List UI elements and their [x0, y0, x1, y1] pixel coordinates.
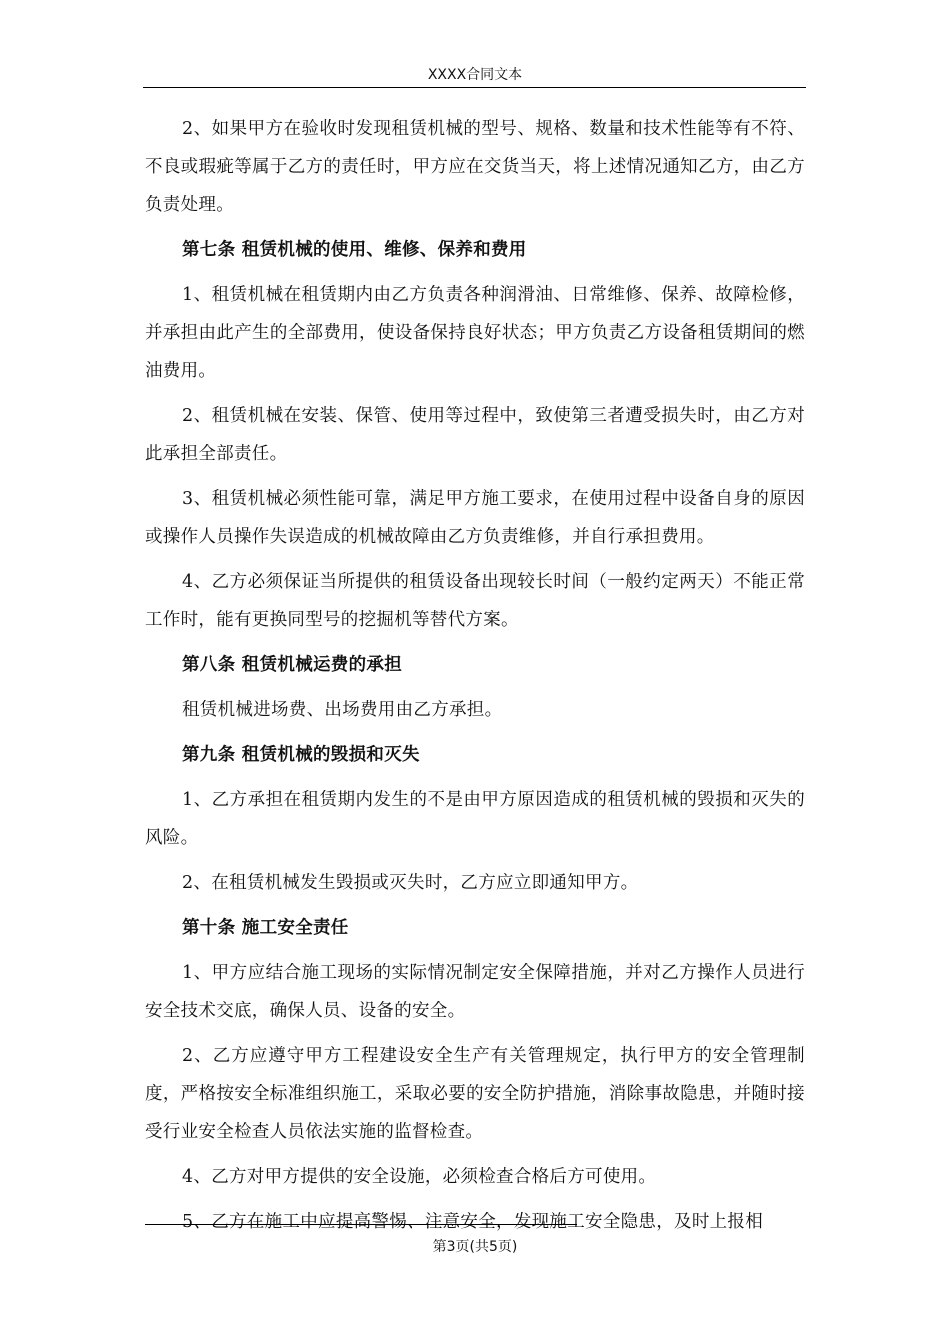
clause-paragraph: 1、乙方承担在租赁期内发生的不是由甲方原因造成的租赁机械的毁损和灭失的风险。	[145, 790, 805, 848]
footer-divider	[145, 1224, 577, 1225]
document-body	[145, 110, 805, 1248]
clause-paragraph: 1、甲方应结合施工现场的实际情况制定安全保障措施，并对乙方操作人员进行安全技术交底，确保人员、设备的安全。	[145, 963, 805, 1021]
clause-paragraph: 2、如果甲方在验收时发现租赁机械的型号、规格、数量和技术性能等有不符、不良或瑕疵等属于乙方的责任时，甲方应在交货当天，将上述情况通知乙方，由乙方负责处理。	[145, 119, 805, 215]
header-divider	[143, 87, 806, 88]
article-heading: 第十条 施工安全责任	[182, 918, 349, 938]
clause-paragraph: 2、在租赁机械发生毁损或灭失时，乙方应立即通知甲方。	[182, 873, 639, 893]
clause-paragraph: 5、乙方在施工中应提高警惕、注意安全，发现施工安全隐患，及时上报相	[182, 1212, 764, 1232]
clause-paragraph: 2、乙方应遵守甲方工程建设安全生产有关管理规定，执行甲方的安全管理制度，严格按安全标准组织施工，采取必要的安全防护措施，消除事故隐患，并随时接受行业安全检查人员依法实施的监督检查。	[145, 1046, 805, 1142]
clause-paragraph: 3、租赁机械必须性能可靠，满足甲方施工要求，在使用过程中设备自身的原因或操作人员操作失误造成的机械故障由乙方负责维修，并自行承担费用。	[145, 489, 805, 547]
clause-paragraph: 租赁机械进场费、出场费用由乙方承担。	[182, 700, 503, 720]
article-heading: 第八条 租赁机械运费的承担	[182, 655, 402, 675]
article-heading: 第九条 租赁机械的毁损和灭失	[182, 745, 420, 765]
clause-paragraph: 2、租赁机械在安装、保管、使用等过程中，致使第三者遭受损失时，由乙方对此承担全部责任。	[145, 406, 805, 464]
clause-paragraph: 4、乙方必须保证当所提供的租赁设备出现较长时间（一般约定两天）不能正常工作时，能有更换同型号的挖掘机等替代方案。	[145, 572, 805, 630]
clause-paragraph: 4、乙方对甲方提供的安全设施，必须检查合格后方可使用。	[182, 1167, 657, 1187]
clause-paragraph: 1、租赁机械在租赁期内由乙方负责各种润滑油、日常维修、保养、故障检修，并承担由此产生的全部费用，使设备保持良好状态；甲方负责乙方设备租赁期间的燃油费用。	[145, 285, 805, 381]
article-heading: 第七条 租赁机械的使用、维修、保养和费用	[182, 240, 527, 260]
header-title: XXXX合同文本	[427, 67, 523, 83]
page-number: 第3页(共5页)	[432, 1239, 518, 1255]
